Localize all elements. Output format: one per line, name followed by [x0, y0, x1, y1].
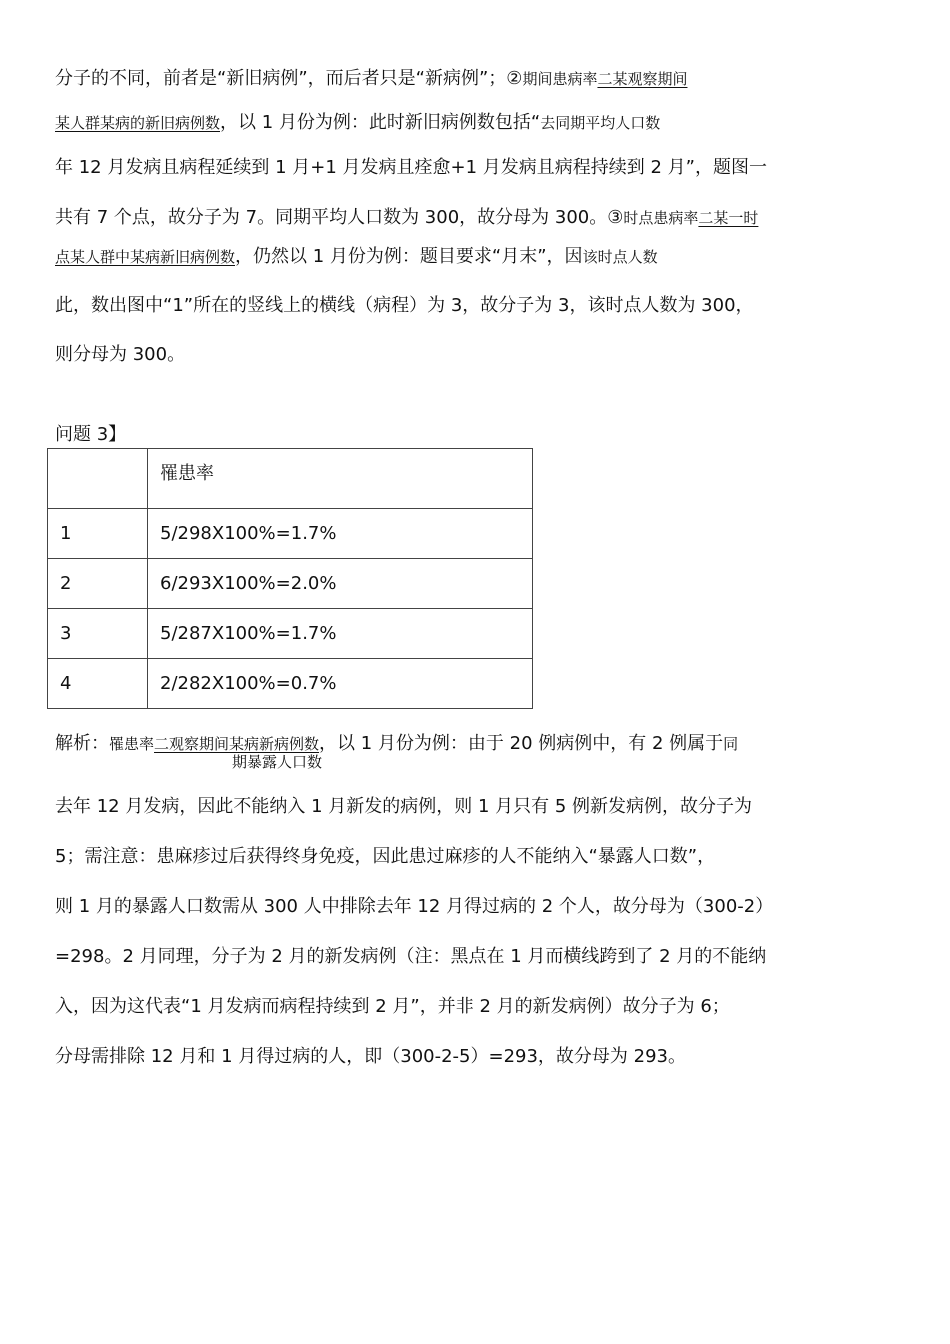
- text-run: 该时点人数: [582, 248, 658, 266]
- table-cell-month: 4: [48, 659, 148, 709]
- analysis-line-1: [55, 732, 738, 756]
- text-run: 罹患率: [109, 735, 155, 753]
- table-row: [48, 609, 533, 659]
- attack-rate-table: [47, 448, 533, 709]
- question-label: 问题 3】: [55, 424, 127, 445]
- para1-line-2: [55, 111, 660, 135]
- formula-numerator: 点某人群中某病新旧病例数: [55, 248, 236, 266]
- table-cell-rate: 2/282X100%=0.7%: [148, 659, 533, 709]
- para1-line-1: [55, 67, 687, 91]
- text-run: ，以 1 月份为例：由于 20 例病例中，有 2 例属于: [319, 733, 724, 754]
- analysis-line-4: 则 1 月的暴露人口数需从 300 人中排除去年 12 月得过病的 2 个人，故分母为（300-2）: [55, 896, 774, 917]
- analysis-line-5: =298。2 月同理，分子为 2 月的新发病例（注：黑点在 1 月而横线跨到了 2 月的不能纳: [55, 946, 767, 967]
- formula-numerator: 某人群某病的新旧病例数: [55, 114, 221, 132]
- analysis-line-2: 去年 12 月发病，因此不能纳入 1 月新发的病例，则 1 月只有 5 例新发病例，故分子为: [55, 796, 753, 817]
- text-run: ，以 1 月份为例：此时新旧病例数包括“: [220, 112, 541, 133]
- text-run: 解析：: [55, 733, 109, 754]
- para1-line-7: 则分母为 300。: [55, 344, 186, 365]
- text-run: ，仍然以 1 月份为例：题目要求“月末”，因: [235, 246, 583, 267]
- analysis-line-7: 分母需排除 12 月和 1 月得过病的人，即（300-2-5）=293，故分母为 293。: [55, 1046, 687, 1067]
- analysis-line-3: 5；需注意：患麻疹过后获得终身免疫，因此患过麻疹的人不能纳入“暴露人口数”，: [55, 846, 716, 867]
- table-cell-month: 3: [48, 609, 148, 659]
- table-cell-rate: 5/287X100%=1.7%: [148, 609, 533, 659]
- analysis-line-6: 入，因为这代表“1 月发病而病程持续到 2 月”，并非 2 月的新发病例）故分子为 6；: [55, 996, 730, 1017]
- formula-denominator: 期暴露人口数: [232, 753, 323, 771]
- para1-line-5: [55, 245, 658, 269]
- text-run: 分子的不同，前者是“新旧病例”，而后者只是“新病例”；②: [55, 68, 523, 89]
- text-run: 去同期平均人口数: [540, 114, 661, 132]
- table-header-cell: [48, 449, 148, 509]
- table-cell-month: 1: [48, 509, 148, 559]
- para1-line-6: 此，数出图中“1”所在的竖线上的横线（病程）为 3，故分子为 3，该时点人数为 300，: [55, 295, 754, 316]
- table-cell-rate: 6/293X100%=2.0%: [148, 559, 533, 609]
- table-cell-month: 2: [48, 559, 148, 609]
- para1-line-4: [55, 206, 758, 230]
- table-header-cell: 罹患率: [148, 449, 533, 509]
- text-run: 时点患病率: [623, 209, 699, 227]
- formula-numerator: 二观察期间某病新病例数: [154, 735, 320, 753]
- para1-line-3: 年 12 月发病且病程延续到 1 月+1 月发病且痊愈+1 月发病且病程持续到 2 月”，题图一: [55, 157, 767, 178]
- table-cell-rate: 5/298X100%=1.7%: [148, 509, 533, 559]
- text-run: 共有 7 个点，故分子为 7。同期平均人口数为 300，故分母为 300。③: [55, 207, 624, 228]
- table-row: [48, 559, 533, 609]
- text-run: 期间患病率: [522, 70, 598, 88]
- formula-numerator: 二某观察期间: [597, 70, 688, 88]
- table-row: [48, 659, 533, 709]
- table-header-row: [48, 449, 533, 509]
- table-row: [48, 509, 533, 559]
- text-run: 同: [723, 735, 739, 753]
- formula-numerator: 二某一时: [698, 209, 759, 227]
